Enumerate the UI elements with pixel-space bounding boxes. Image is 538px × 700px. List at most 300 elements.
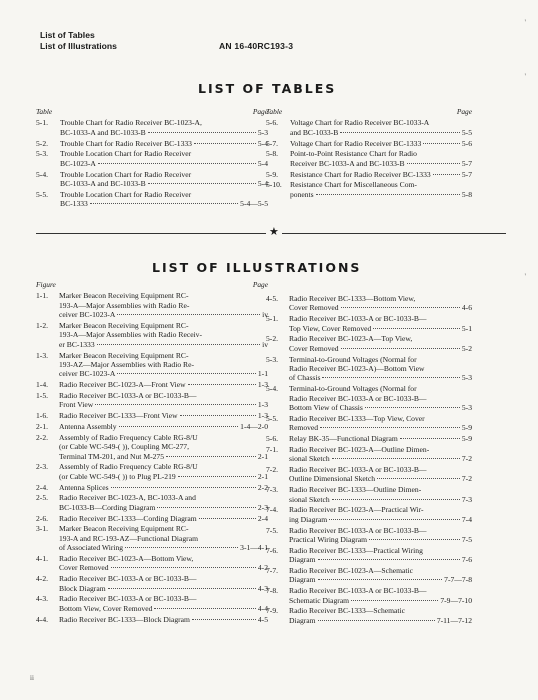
entry-last-line <box>289 495 472 504</box>
dot-leader <box>148 183 256 184</box>
list-entry <box>36 118 268 137</box>
entry-number: 7-9. <box>266 606 279 616</box>
entry-title-line: Radio Receiver BC-1033-A or BC-1033-B— <box>289 525 427 535</box>
entry-title-line: ing Diagram <box>289 514 328 524</box>
entry-title-line: Radio Receiver BC-1333—Practical Wiring <box>289 545 423 555</box>
list-entry <box>266 526 472 545</box>
list-entry <box>266 445 472 464</box>
dot-leader <box>192 619 256 620</box>
dot-leader <box>320 427 460 428</box>
entry-last-line <box>59 310 268 319</box>
entry-last-line <box>290 170 472 179</box>
page-number: 5-7 <box>461 169 472 179</box>
entry-last-line <box>59 340 268 349</box>
list-entry <box>266 118 472 137</box>
list-entry <box>36 554 268 573</box>
entry-body <box>60 139 268 148</box>
entry-number: 7-3. <box>266 485 279 495</box>
entry-title-line: Radio Receiver BC-1333—Top View, Cover <box>289 413 425 423</box>
entry-title-line: sional Sketch <box>289 454 330 464</box>
entry-title-line: Diagram <box>289 555 316 565</box>
entry-last-line <box>59 615 268 624</box>
entry-title-line: Assembly of Radio Frequency Cable RG-8/U <box>59 462 198 472</box>
entry-title-line: Resistance Chart for Miscellaneous Com- <box>290 180 417 190</box>
page-number: 5-4 <box>257 179 268 189</box>
dot-leader <box>154 608 255 609</box>
dot-leader <box>125 547 238 548</box>
entry-number: 5-4. <box>266 384 279 394</box>
list-entry <box>266 384 472 412</box>
entry-number: 5-3. <box>266 354 279 364</box>
entry-title-line: Radio Receiver BC-1023-A—Outline Dimen- <box>289 444 430 454</box>
entry-last-line <box>59 584 268 593</box>
entry-last-line <box>289 535 472 544</box>
dot-leader <box>332 458 460 459</box>
entry-title-line: 193-A—Major Assemblies with Radio Re- <box>59 300 190 310</box>
entry-last-line <box>59 422 268 431</box>
entry-last-line <box>59 472 268 481</box>
entry-title-line: Radio Receiver BC-1033-A or BC-1033-B— <box>289 586 427 596</box>
entry-title-line: Radio Receiver BC-1023-A)—Bottom View <box>289 364 425 374</box>
entry-body <box>290 149 472 168</box>
tables-left-column <box>36 107 268 210</box>
list-entry <box>36 574 268 593</box>
page-number: 2-3 <box>257 502 268 512</box>
margin-mark: ' <box>524 272 526 281</box>
entry-number: 5-8. <box>266 149 279 159</box>
entry-title-line: sional Sketch <box>289 494 330 504</box>
entry-last-line <box>60 128 268 137</box>
dot-leader <box>119 426 239 427</box>
entry-title-line: Block Diagram <box>59 583 106 593</box>
list-entry <box>266 606 472 625</box>
entry-body <box>289 505 472 524</box>
dot-leader <box>117 373 256 374</box>
entry-number: 4-4. <box>36 614 49 624</box>
entry-body <box>289 445 472 464</box>
entry-title-line: Receiver BC-1033-A and BC-1033-B <box>290 158 405 168</box>
list-entry <box>36 351 268 379</box>
entry-number: 1-5. <box>36 391 49 401</box>
table-column-label: Table <box>36 107 53 116</box>
dot-leader <box>318 620 435 621</box>
dot-leader <box>166 456 256 457</box>
entry-last-line <box>290 190 472 199</box>
page-number: 4-3 <box>257 583 268 593</box>
list-entry <box>36 422 268 431</box>
entry-body <box>289 485 472 504</box>
entry-title-line: Terminal-to-Ground Voltages (Normal for <box>289 384 417 394</box>
entry-body <box>59 594 268 613</box>
entry-number: 5-10. <box>266 180 282 190</box>
page-number: 7-5 <box>461 535 472 545</box>
entry-title-line: ceiver BC-1023-A <box>59 310 116 320</box>
entry-title-line: Cover Removed <box>289 303 339 313</box>
page-column-label: Page <box>252 107 268 116</box>
entry-body <box>59 462 268 481</box>
margin-mark: ' <box>524 72 526 81</box>
table-column-label: Table <box>266 107 283 116</box>
entry-body <box>289 546 472 565</box>
page-number: 5-3 <box>461 403 472 413</box>
list-entry <box>266 334 472 353</box>
entry-body <box>59 493 268 512</box>
dot-leader <box>377 478 460 479</box>
dot-leader <box>369 539 460 540</box>
entry-body <box>60 170 268 189</box>
list-entry <box>36 615 268 624</box>
list-of-tables-title: LIST OF TABLES <box>198 81 337 96</box>
entry-title-line: Radio Receiver BC-1023-A—Practical Wir- <box>289 505 424 515</box>
dot-leader <box>194 143 256 144</box>
dot-leader <box>117 314 260 315</box>
entry-last-line <box>59 604 268 613</box>
list-entry <box>266 566 472 585</box>
entry-title-line: Trouble Chart for Radio Receiver BC-1333 <box>60 138 192 148</box>
entry-body <box>289 384 472 412</box>
list-entry <box>36 411 268 420</box>
entry-title-line: Terminal TM-201, and Nut M-275 <box>59 451 164 461</box>
list-entry <box>266 149 472 168</box>
column-header <box>36 280 268 289</box>
entry-number: 5-5. <box>36 189 49 199</box>
list-entry <box>266 314 472 333</box>
star-ornament: ★ <box>266 226 282 239</box>
entry-title-line: Marker Beacon Receiving Equipment RC- <box>59 291 189 301</box>
entry-last-line <box>59 452 268 461</box>
entry-title-line: Resistance Chart for Radio Receiver BC-1333 <box>290 169 431 179</box>
entry-last-line <box>289 373 472 382</box>
entry-title-line: 193-A—Major Assemblies with Radio Receiv- <box>59 330 202 340</box>
page-number: 4-5 <box>257 614 268 624</box>
entry-title-line: Practical Wiring Diagram <box>289 535 367 545</box>
entry-last-line <box>289 303 472 312</box>
list-entry <box>266 546 472 565</box>
entry-title-line: Assembly of Radio Frequency Cable RG-8/U <box>59 432 198 442</box>
page-number: 7-9—7-10 <box>440 595 472 605</box>
list-entry <box>36 291 268 319</box>
entry-title-line: ponents <box>290 189 314 199</box>
dot-leader <box>178 476 256 477</box>
entry-body <box>59 321 268 349</box>
entry-number: 4-3. <box>36 594 49 604</box>
entry-number: 3-1. <box>36 524 49 534</box>
dot-leader <box>400 438 460 439</box>
dot-leader <box>407 163 460 164</box>
entry-number: 1-6. <box>36 411 49 421</box>
entry-body <box>59 615 268 624</box>
entry-title-line: Marker Beacon Receiving Equipment RC- <box>59 350 189 360</box>
entry-body <box>289 414 472 433</box>
page-number: 5-7 <box>461 158 472 168</box>
entry-last-line <box>289 454 472 463</box>
entry-title-line: Trouble Location Chart for Radio Receiver <box>60 149 192 159</box>
entry-last-line <box>59 369 268 378</box>
dot-leader <box>318 579 443 580</box>
entry-title-line: Radio Receiver BC-1333—Cording Diagram <box>59 513 197 523</box>
page-number: 5-2 <box>461 343 472 353</box>
page-number: 5-3 <box>461 373 472 383</box>
dot-leader <box>97 344 260 345</box>
entry-number: 7-4. <box>266 505 279 515</box>
entry-last-line <box>289 596 472 605</box>
entry-title-line: Diagram <box>289 615 316 625</box>
entry-title-line: Radio Receiver BC-1023-A—Front View <box>59 380 186 390</box>
entry-body <box>289 434 472 443</box>
entry-number: 2-3. <box>36 462 49 472</box>
header-list-of-tables: List of Tables <box>40 30 95 40</box>
dot-leader <box>341 307 460 308</box>
page-number: 1-3 <box>257 380 268 390</box>
entry-title-line: BC-1033-A and BC-1033-B <box>60 127 146 137</box>
entry-title-line: Radio Receiver BC-1333—Outline Dimen- <box>289 485 422 495</box>
entry-last-line <box>289 474 472 483</box>
entry-title-line: of Associated Wiring <box>59 543 124 553</box>
list-entry <box>266 294 472 313</box>
entry-title-line: Radio Receiver BC-1033-A or BC-1033-B— <box>289 465 427 475</box>
entry-title-line: Radio Receiver BC-1033-A or BC-1033-B— <box>59 574 197 584</box>
page-number: 5-4 <box>257 138 268 148</box>
entry-title-line: Marker Beacon Receiving Equipment RC- <box>59 524 189 534</box>
entry-body <box>59 574 268 593</box>
page-number: 2-4 <box>257 513 268 523</box>
list-entry <box>266 434 472 443</box>
dot-leader <box>108 588 256 589</box>
page-mark: ii <box>30 674 34 682</box>
entry-body <box>290 170 472 179</box>
entry-number: 4-2. <box>36 574 49 584</box>
list-entry <box>266 180 472 199</box>
entry-last-line <box>59 380 268 389</box>
list-entry <box>36 190 268 209</box>
entry-title-line: Bottom View of Chassis <box>289 403 363 413</box>
page-number: iv <box>262 339 268 349</box>
entry-body <box>289 355 472 383</box>
entry-last-line <box>59 400 268 409</box>
entry-body <box>59 422 268 431</box>
entry-title-line: Radio Receiver BC-1333—Front View <box>59 411 178 421</box>
entry-body <box>59 391 268 410</box>
dot-leader <box>157 507 255 508</box>
entry-number: 7-1. <box>266 444 279 454</box>
entry-title-line: Outline Dimensional Sketch <box>289 474 376 484</box>
entry-title-line: Radio Receiver BC-1023-A—Top View, <box>289 334 413 344</box>
page-column-label: Page <box>252 280 268 289</box>
entry-last-line <box>60 159 268 168</box>
entry-last-line <box>59 514 268 523</box>
dot-leader <box>332 499 460 500</box>
list-entry <box>266 485 472 504</box>
entry-title-line: ceiver BC-1023-A <box>59 369 116 379</box>
page-number: 5-4 <box>257 158 268 168</box>
dot-leader <box>180 415 256 416</box>
entry-body <box>289 566 472 585</box>
entry-body <box>59 433 268 461</box>
entry-body <box>59 524 268 552</box>
entry-title-line: (or Cable WC-549-( )), Coupling MC-277, <box>59 442 189 452</box>
entry-number: 5-6. <box>266 434 279 444</box>
list-entry <box>266 505 472 524</box>
list-entry <box>266 355 472 383</box>
entry-title-line: Radio Receiver BC-1033-A or BC-1033-B— <box>59 391 197 401</box>
entry-last-line <box>290 139 472 148</box>
column-header <box>266 107 472 116</box>
page-number: 5-9 <box>461 434 472 444</box>
entry-title-line: Radio Receiver BC-1023-A—Schematic <box>289 566 413 576</box>
entry-body <box>59 411 268 420</box>
entry-title-line: Radio Receiver BC-1033-A or BC-1033-B— <box>289 314 427 324</box>
entry-number: 7-8. <box>266 586 279 596</box>
list-entry <box>36 170 268 189</box>
page-number: 5-4—5-5 <box>240 199 268 209</box>
entry-number: 1-3. <box>36 350 49 360</box>
entry-last-line <box>59 543 268 552</box>
entry-title-line: Removed <box>289 423 319 433</box>
tables-right-column <box>266 107 472 201</box>
entry-title-line: Antenna Assembly <box>59 422 117 432</box>
entry-number: 1-4. <box>36 380 49 390</box>
entry-last-line <box>289 423 472 432</box>
column-header <box>36 107 268 116</box>
entry-title-line: Marker Beacon Receiving Equipment RC- <box>59 321 189 331</box>
list-entry <box>36 594 268 613</box>
document-number: AN 16-40RC193-3 <box>219 41 294 51</box>
entry-title-line: Antenna Splices <box>59 482 109 492</box>
dot-leader <box>340 132 460 133</box>
entry-last-line <box>59 411 268 420</box>
page-number: 5-8 <box>461 189 472 199</box>
entry-number: 2-1. <box>36 422 49 432</box>
list-entry <box>36 391 268 410</box>
entry-number: 5-9. <box>266 169 279 179</box>
list-entry <box>36 462 268 481</box>
list-entry <box>36 139 268 148</box>
entry-title-line: Trouble Location Chart for Radio Receiver <box>60 189 192 199</box>
entry-last-line <box>60 139 268 148</box>
entry-title-line: Schematic Diagram <box>289 595 350 605</box>
margin-mark: ' <box>524 18 526 27</box>
entry-body <box>60 118 268 137</box>
entry-number: 4-5. <box>266 294 279 303</box>
page-number: 7-4 <box>461 514 472 524</box>
entry-title-line: Diagram <box>289 575 316 585</box>
entry-number: 5-5. <box>266 413 279 423</box>
entry-number: 1-1. <box>36 291 49 301</box>
page-number: 7-2 <box>461 474 472 484</box>
entry-title-line: Front View <box>59 400 94 410</box>
entry-last-line <box>289 575 472 584</box>
dot-leader <box>373 328 460 329</box>
page-number: 7-6 <box>461 555 472 565</box>
entry-number: 2-4. <box>36 482 49 492</box>
entry-title-line: Point-to-Point Resistance Chart for Radio <box>290 149 417 159</box>
dot-leader <box>199 518 256 519</box>
entry-body <box>289 465 472 484</box>
entry-last-line <box>289 555 472 564</box>
entry-body <box>59 380 268 389</box>
page-number: 4-2 <box>257 563 268 573</box>
dot-leader <box>90 203 238 204</box>
page-number: 1-4—2-0 <box>240 422 268 432</box>
entry-last-line <box>289 616 472 625</box>
illustrations-right-column <box>266 294 472 627</box>
dot-leader <box>111 567 256 568</box>
entry-body <box>289 314 472 333</box>
figure-column-label: Figure <box>36 280 56 289</box>
dot-leader <box>148 132 256 133</box>
entry-title-line: 193-A and RC-193-AZ—Functional Diagram <box>59 533 198 543</box>
entry-body <box>60 190 268 209</box>
dot-leader <box>329 519 460 520</box>
dot-leader <box>322 377 459 378</box>
page-number: 2-2 <box>257 482 268 492</box>
entry-body <box>59 554 268 573</box>
entry-number: 1-2. <box>36 321 49 331</box>
entry-title-line: BC-1333 <box>60 199 88 209</box>
entry-number: 5-7. <box>266 138 279 148</box>
page-number: 2-1 <box>257 451 268 461</box>
entry-body <box>59 351 268 379</box>
entry-number: 4-1. <box>36 554 49 564</box>
entry-last-line <box>59 563 268 572</box>
entry-body <box>289 334 472 353</box>
list-entry <box>36 380 268 389</box>
page-number: iv <box>262 310 268 320</box>
entry-title-line: Radio Receiver BC-1023-A, BC-1033-A and <box>59 493 196 503</box>
dot-leader <box>365 407 460 408</box>
page-number: 7-3 <box>461 494 472 504</box>
list-entry <box>266 170 472 179</box>
entry-last-line <box>289 344 472 353</box>
entry-title-line: er BC-1333 <box>59 339 95 349</box>
entry-last-line <box>59 483 268 492</box>
entry-last-line <box>289 515 472 524</box>
dot-leader <box>188 384 256 385</box>
entry-last-line <box>60 199 268 208</box>
page-number: 2-1 <box>257 471 268 481</box>
entry-number: 2-2. <box>36 432 49 442</box>
entry-title-line: Terminal-to-Ground Voltages (Normal for <box>289 354 417 364</box>
entry-last-line <box>60 179 268 188</box>
list-of-illustrations-title: LIST OF ILLUSTRATIONS <box>152 260 362 275</box>
list-entry <box>266 414 472 433</box>
page-number: 7-7—7-8 <box>444 575 472 585</box>
entry-number: 5-6. <box>266 118 279 128</box>
entry-title-line: Radio Receiver BC-1033-A or BC-1033-B— <box>289 393 427 403</box>
entry-last-line <box>289 434 472 443</box>
entry-number: 5-4. <box>36 169 49 179</box>
entry-number: 7-2. <box>266 465 279 475</box>
entry-body <box>289 586 472 605</box>
entry-last-line <box>290 159 472 168</box>
header-list-of-illustrations: List of Illustrations <box>40 41 117 51</box>
entry-body <box>289 294 472 313</box>
list-entry <box>36 493 268 512</box>
entry-body <box>59 514 268 523</box>
entry-last-line <box>289 403 472 412</box>
entry-body <box>290 118 472 137</box>
entry-title-line: Cover Removed <box>59 563 109 573</box>
page-number: 7-2 <box>461 454 472 464</box>
entry-title-line: Voltage Chart for Radio Receiver BC-1333 <box>290 138 422 148</box>
list-entry <box>36 483 268 492</box>
entry-title-line: Top View, Cover Removed <box>289 323 372 333</box>
dot-leader <box>98 163 256 164</box>
page-number: 5-5 <box>461 127 472 137</box>
entry-title-line: Radio Receiver BC-1333—Block Diagram <box>59 614 190 624</box>
entry-last-line <box>290 128 472 137</box>
page-number: 1-3 <box>257 411 268 421</box>
